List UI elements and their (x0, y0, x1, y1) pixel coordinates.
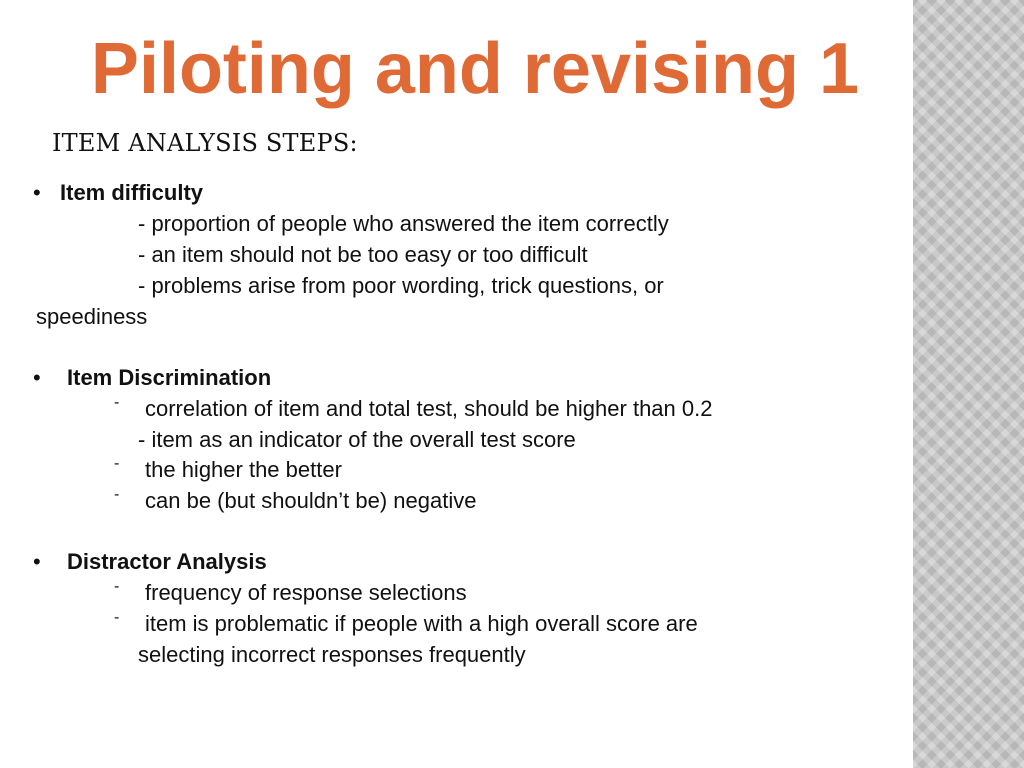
bullet-icon: • (33, 180, 41, 205)
section-heading-item-discrimination: Item Discrimination (67, 365, 272, 390)
slide-title: Piloting and revising 1 (90, 29, 860, 109)
section-heading-distractor-analysis: Distractor Analysis (67, 549, 267, 574)
dash-icon: - (114, 394, 120, 411)
section-line: - an item should not be too easy or too difficult (138, 242, 588, 267)
section-line: - problems arise from poor wording, trick questions, or (138, 273, 664, 298)
bullet-icon: • (33, 549, 41, 574)
section-line: - proportion of people who answered the item correctly (138, 211, 669, 236)
dash-icon: - (114, 455, 120, 472)
section-line: selecting incorrect responses frequently (138, 642, 526, 667)
dash-icon: - (114, 578, 120, 595)
section-line: correlation of item and total test, should be higher than 0.2 (145, 396, 713, 421)
section-line: speediness (36, 304, 148, 329)
decorative-side-pattern (913, 0, 1024, 768)
dash-icon: - (114, 609, 120, 626)
bullet-icon: • (33, 365, 41, 390)
section-line: item is problematic if people with a high overall score are (145, 611, 698, 636)
dash-icon: - (114, 486, 120, 503)
slide-subtitle: ITEM ANALYSIS STEPS: (52, 129, 358, 157)
section-line: the higher the better (145, 457, 342, 482)
section-line: can be (but shouldn’t be) negative (145, 488, 477, 513)
section-heading-item-difficulty: Item difficulty (60, 180, 204, 205)
section-line: frequency of response selections (145, 580, 467, 605)
section-line: - item as an indicator of the overall test score (138, 427, 576, 452)
